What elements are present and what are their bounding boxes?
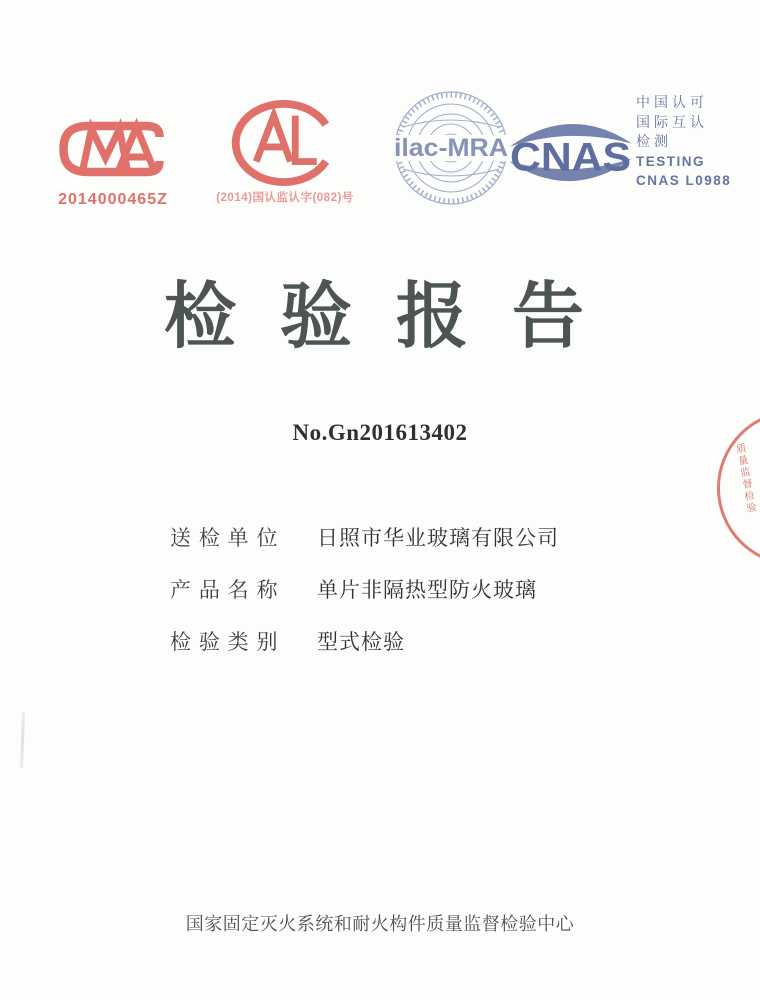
report-number: No.Gn201613402 — [292, 420, 468, 445]
cnas-logo-icon — [504, 109, 638, 197]
accreditation-line: 中国认可 — [636, 94, 708, 110]
scan-artifact — [20, 712, 25, 768]
accreditation-line: TESTING — [636, 153, 706, 169]
cnas-label: CNAS — [509, 135, 632, 180]
cal-certificate-number: (2014)国认监认字(082)号 — [216, 192, 354, 204]
field-value: 型式检验 — [317, 631, 405, 654]
field-value: 日照市华业玻璃有限公司 — [317, 527, 559, 550]
issuing-institution: 国家固定灭火系统和耐火构件质量监督检验中心 — [185, 914, 575, 934]
ilac-mra-block — [391, 87, 511, 209]
cal-logo-icon — [228, 100, 342, 186]
field-label: 产 品 名 称 — [170, 579, 279, 602]
accreditation-line: CNAS L0988 — [636, 173, 732, 188]
field-row-inspection-type — [170, 626, 559, 678]
cma-logo-icon — [54, 114, 172, 184]
field-label: 检 验 类 别 — [170, 631, 279, 654]
page-title: 检 验 报 告 — [163, 277, 596, 357]
field-row-product-name — [170, 574, 559, 626]
cma-certificate-number: 2014000465Z — [58, 191, 168, 208]
accreditation-text-block — [636, 93, 731, 191]
field-label: 送 检 单 位 — [170, 527, 279, 550]
cnas-block — [504, 109, 638, 197]
field-row-submitting-unit — [170, 522, 559, 574]
field-value: 单片非隔热型防火玻璃 — [317, 579, 537, 602]
ilac-mra-label: ilac-MRA — [394, 134, 508, 162]
accreditation-line: 检测 — [636, 133, 672, 149]
cal-certification-block — [196, 100, 374, 205]
cma-certification-block — [53, 114, 173, 209]
accreditation-line: 国际互认 — [636, 113, 708, 130]
seal-text: 质量监督检验 — [732, 442, 757, 516]
ilac-mra-logo-icon — [391, 87, 511, 209]
report-fields — [170, 522, 559, 678]
